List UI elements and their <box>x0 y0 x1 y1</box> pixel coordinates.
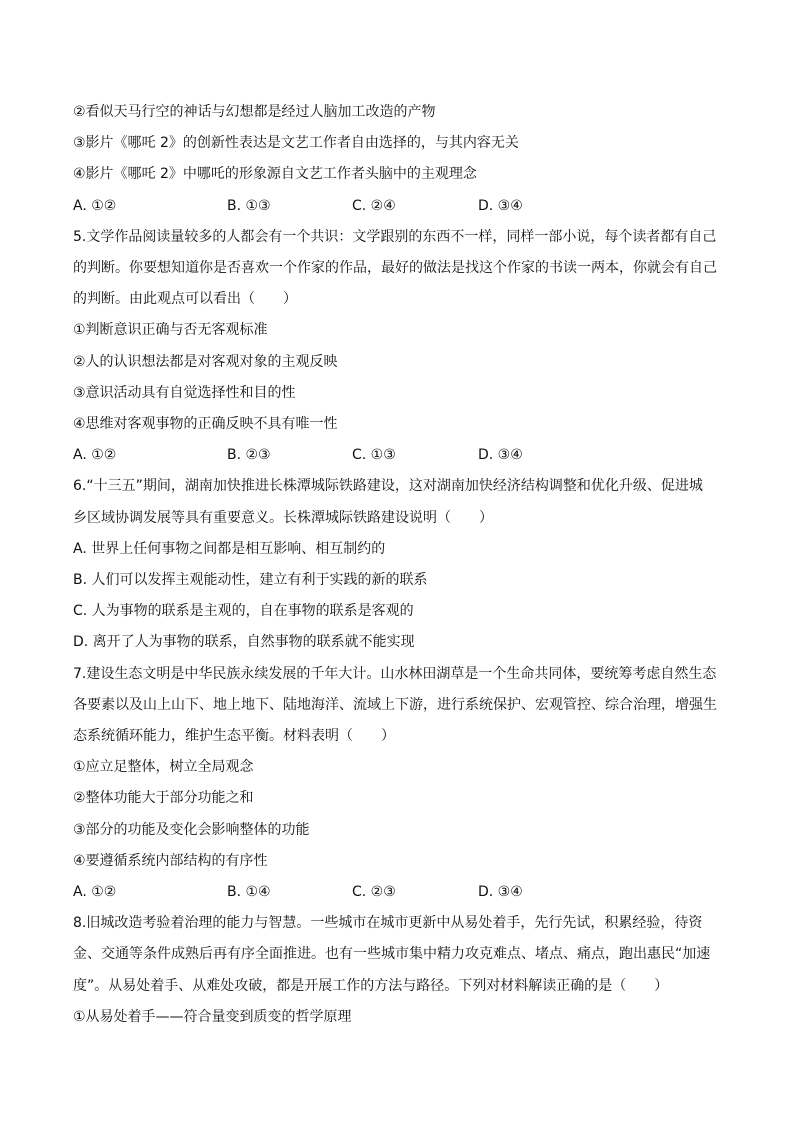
q4-option-b: B. ①③ <box>227 198 271 214</box>
q4-item-2: ②看似天马行空的神话与幻想都是经过人脑加工改造的产物 <box>73 104 436 120</box>
q7-item-3: ③部分的功能及变化会影响整体的功能 <box>73 822 310 838</box>
q5-stem-line-1: 5.文学作品阅读量较多的人都会有一个共识：文学跟别的东西不一样，同样一部小说，每个读者都有自己 <box>73 229 717 245</box>
q4-item-4: ④影片《哪吒 2》中哪吒的形象源自文艺工作者头脑中的主观理念 <box>73 166 477 182</box>
q6-stem-line-2: 乡区域协调发展等具有重要意义。长株潭城际铁路建设说明（ ） <box>73 510 493 526</box>
q6-option-c: C. 人为事物的联系是主观的，自在事物的联系是客观的 <box>73 603 414 619</box>
q5-item-3: ③意识活动具有自觉选择性和目的性 <box>73 385 296 401</box>
q4-option-a: A. ①② <box>73 198 117 214</box>
q8-stem-line-2: 金、交通等条件成熟后再有序全面推进。也有一些城市集中精力攻克难点、堵点、痛点，跑出惠民“加速 <box>73 946 711 962</box>
q5-stem-line-3: 的判断。由此观点可以看出（ ） <box>73 291 297 307</box>
q5-stem-line-2: 的判断。你要想知道你是否喜欢一个作家的作品，最好的做法是找这个作家的书读一两本，你就会有自己 <box>73 260 717 276</box>
q8-stem-line-1: 8.旧城改造考验着治理的能力与智慧。一些城市在城市更新中从易处着手，先行先试，积累经验，待资 <box>73 915 703 931</box>
q6-stem-line-1: 6.“十三五”期间，湖南加快推进长株潭城际铁路建设，这对湖南加快经济结构调整和优化升级、促进城 <box>73 478 703 494</box>
q7-item-2: ②整体功能大于部分功能之和 <box>73 790 254 806</box>
q7-item-4: ④要遵循系统内部结构的有序性 <box>73 853 268 869</box>
q7-stem-line-3: 态系统循环能力，维护生态平衡。材料表明（ ） <box>73 728 395 744</box>
q7-option-d: D. ③④ <box>478 884 523 900</box>
q4-option-c: C. ②④ <box>352 198 396 214</box>
q6-option-a: A. 世界上任何事物之间都是相互影响、相互制约的 <box>73 541 386 557</box>
q7-option-c: C. ②③ <box>352 884 396 900</box>
q5-item-4: ④思维对客观事物的正确反映不具有唯一性 <box>73 416 338 432</box>
q5-option-d: D. ③④ <box>478 447 523 463</box>
q7-option-a: A. ①② <box>73 884 117 900</box>
q5-item-2: ②人的认识想法都是对客观对象的主观反映 <box>73 354 338 370</box>
q8-stem-line-3: 度”。从易处着手、从难处攻破，都是开展工作的方法与路径。下列对材料解读正确的是（ ） <box>73 978 669 994</box>
q4-item-3: ③影片《哪吒 2》的创新性表达是文艺工作者自由选择的，与其内容无关 <box>73 135 519 151</box>
q8-item-1: ①从易处着手——符合量变到质变的哲学原理 <box>73 1009 352 1025</box>
q5-option-c: C. ①③ <box>352 447 396 463</box>
q7-item-1: ①应立足整体，树立全局观念 <box>73 759 254 775</box>
q7-stem-line-1: 7.建设生态文明是中华民族永续发展的千年大计。山水林田湖草是一个生命共同体，要统筹考虑自然生态 <box>73 666 717 682</box>
q6-option-d: D. 离开了人为事物的联系，自然事物的联系就不能实现 <box>73 634 415 650</box>
q4-option-d: D. ③④ <box>478 198 523 214</box>
q5-option-a: A. ①② <box>73 447 117 463</box>
q7-stem-line-2: 各要素以及山上山下、地上地下、陆地海洋、流域上下游，进行系统保护、宏观管控、综合治理，增强生 <box>73 697 717 713</box>
q7-option-b: B. ①④ <box>227 884 271 900</box>
q5-item-1: ①判断意识正确与否无客观标准 <box>73 322 268 338</box>
q6-option-b: B. 人们可以发挥主观能动性，建立有利于实践的新的联系 <box>73 572 428 588</box>
q5-option-b: B. ②③ <box>227 447 271 463</box>
